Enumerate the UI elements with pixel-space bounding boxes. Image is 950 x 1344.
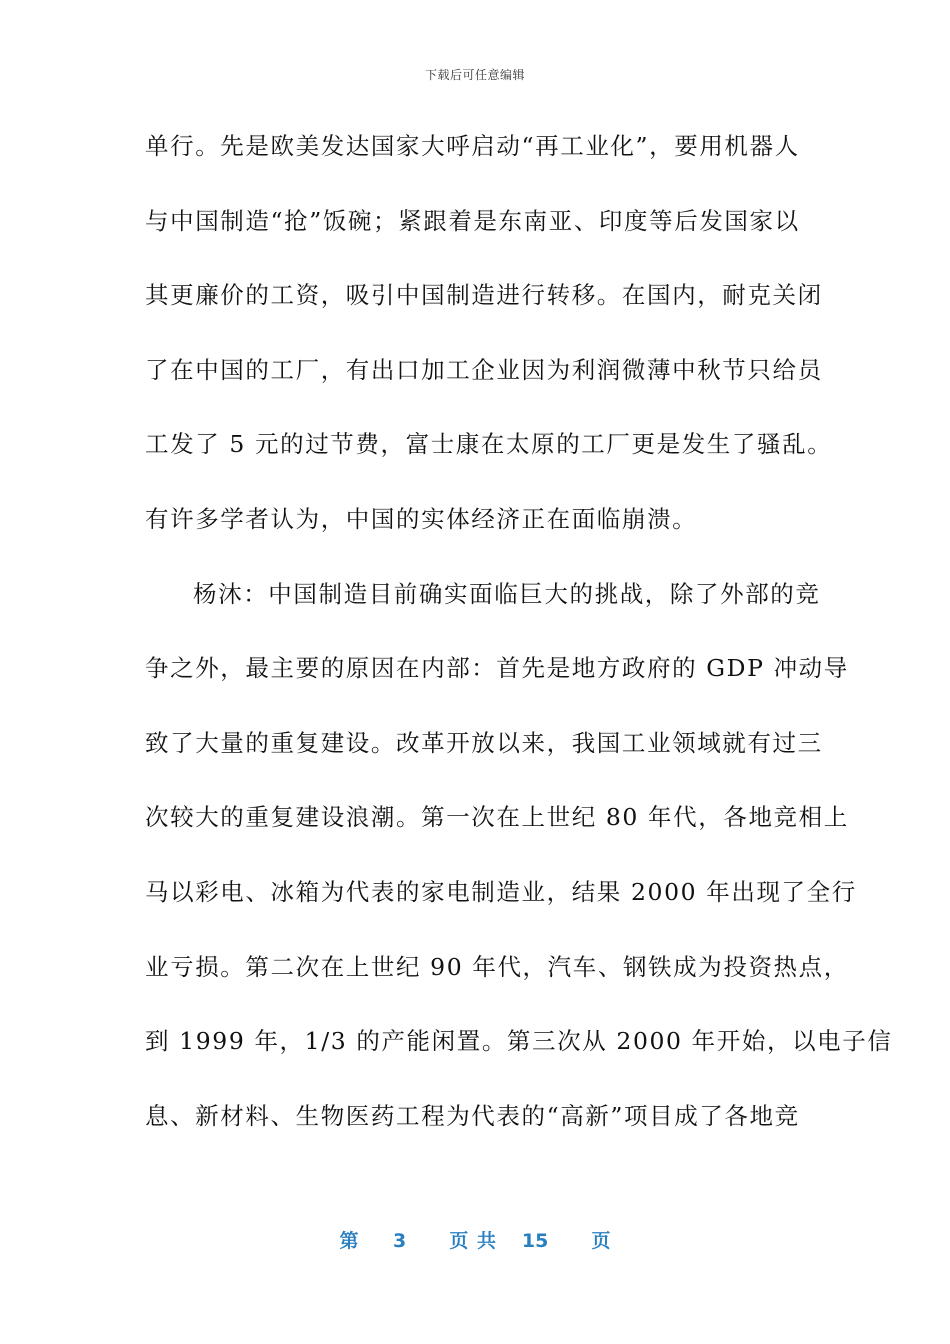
total-pages: 15 [521,1230,549,1252]
text-line: 到 1999 年，1/3 的产能闲置。第三次从 2000 年开始，以电子信 [145,1027,893,1056]
text-line: 业亏损。第二次在上世纪 90 年代，汽车、钢铁成为投资热点， [145,952,849,981]
text-line: 息、新材料、生物医药工程为代表的“高新”项目成了各地竞 [145,1101,800,1130]
document-body [145,120,893,1164]
footer-suffix: 页 [591,1230,611,1252]
text-line: 致了大量的重复建设。改革开放以来，我国工业领域就有过三 [145,728,823,757]
paragraph-start-line: 杨沐：中国制造目前确实面临巨大的挑战，除了外部的竞 [193,579,821,608]
current-page-number: 3 [393,1230,407,1252]
text-line: 马以彩电、冰箱为代表的家电制造业，结果 2000 年出现了全行 [145,877,857,906]
page-footer [0,1226,950,1253]
header-note: 下载后可任意编辑 [424,68,525,82]
text-line: 单行。先是欧美发达国家大呼启动“再工业化”，要用机器人 [145,132,800,160]
footer-middle: 页 共 [449,1230,496,1252]
footer-prefix: 第 [339,1230,359,1252]
text-line: 次较大的重复建设浪潮。第一次在上世纪 80 年代，各地竞相上 [145,803,849,832]
text-line: 工发了 5 元的过节费，富士康在太原的工厂更是发生了骚乱。 [145,430,833,459]
text-line: 其更廉价的工资，吸引中国制造进行转移。在国内，耐克关闭 [145,281,823,310]
text-line: 有许多学者认为，中国的实体经济正在面临崩溃。 [145,504,698,533]
text-line: 争之外，最主要的原因在内部：首先是地方政府的 GDP 冲动导 [145,654,849,683]
text-line: 与中国制造“抢”饭碗；紧跟着是东南亚、印度等后发国家以 [145,206,800,235]
text-line: 了在中国的工厂，有出口加工企业因为利润微薄中秋节只给员 [145,355,823,384]
